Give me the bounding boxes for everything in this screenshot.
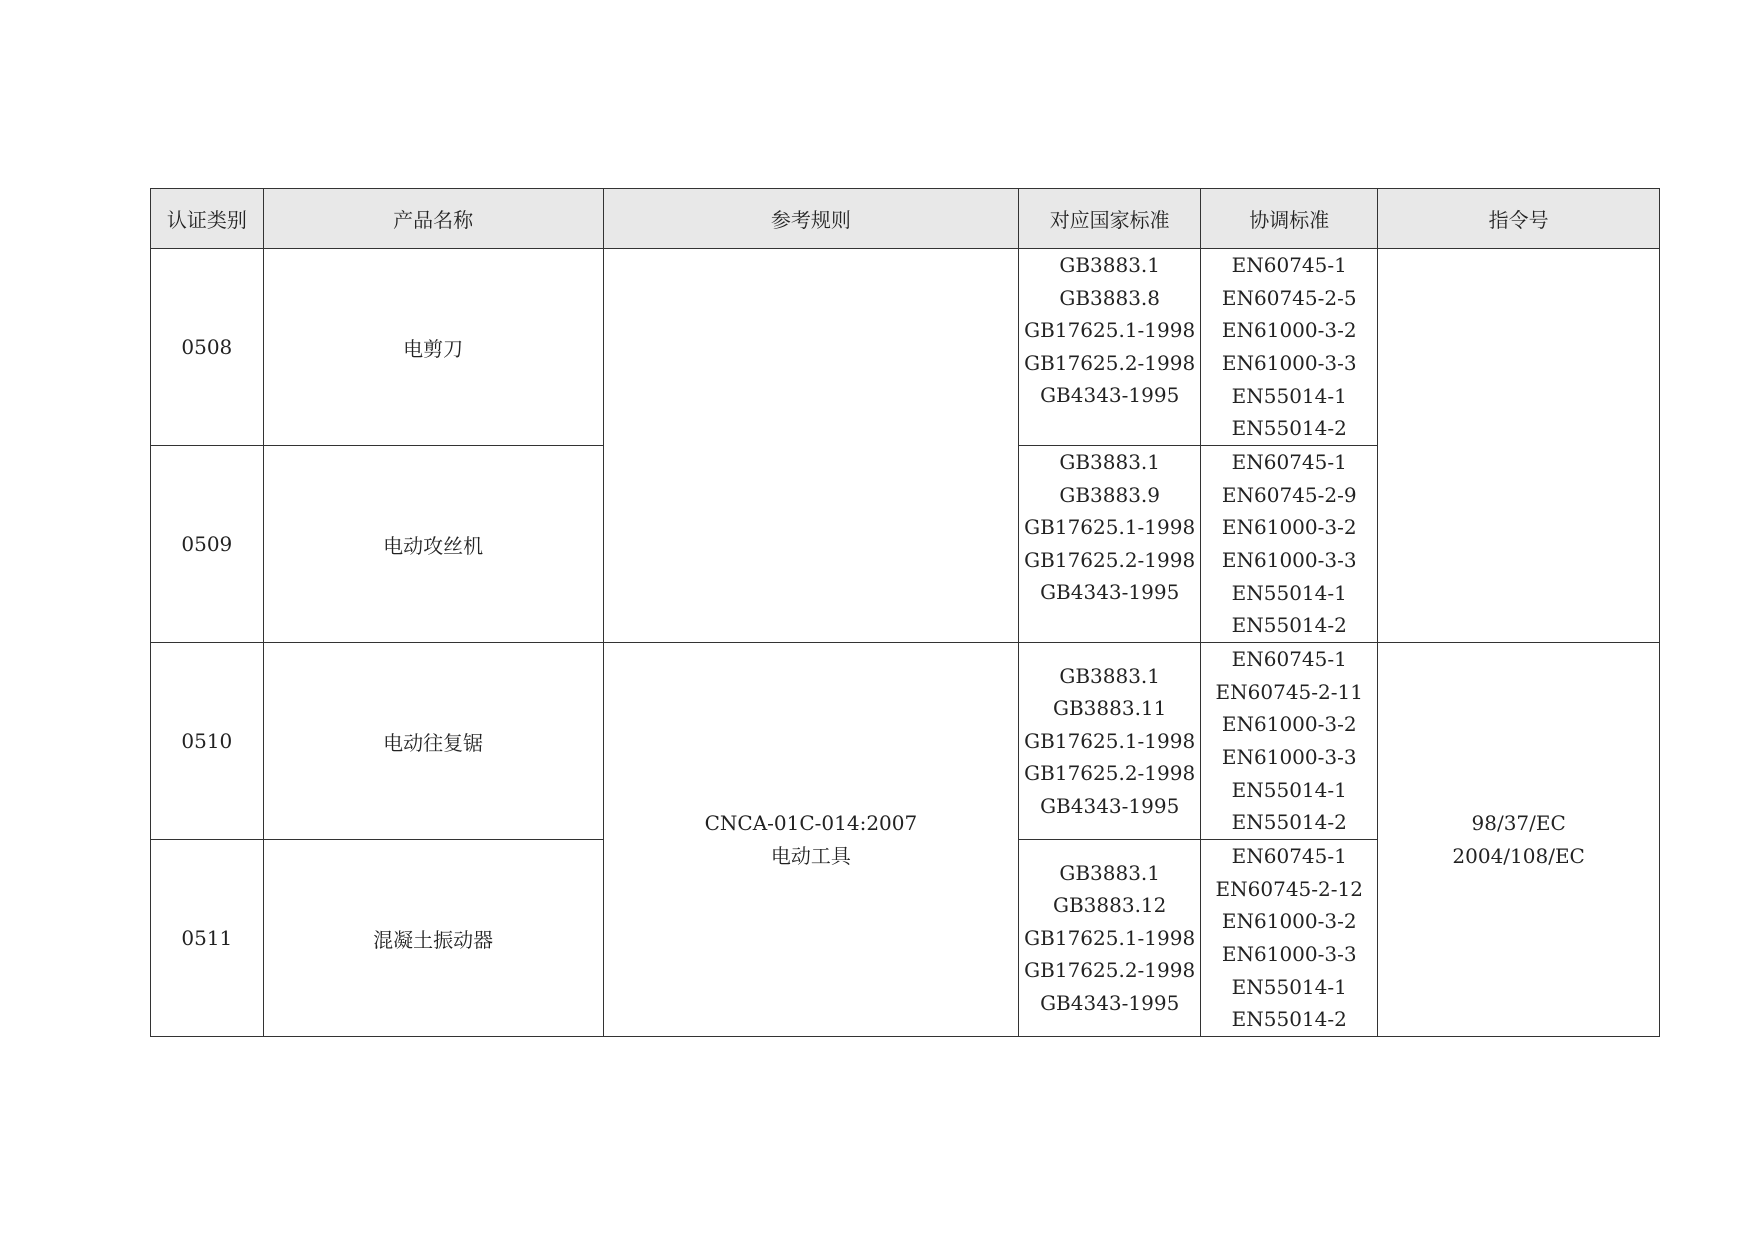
national-standard: GB4343-1995 bbox=[1040, 383, 1180, 408]
header-harmonized-standard: 协调标准 bbox=[1201, 189, 1378, 249]
harmonized-standard: EN61000-3-2 bbox=[1221, 515, 1357, 540]
national-standard: GB17625.1-1998 bbox=[1024, 515, 1196, 540]
header-national-standard: 对应国家标准 bbox=[1019, 189, 1201, 249]
cert-code: 0511 bbox=[151, 840, 264, 1037]
national-standard: GB3883.1 bbox=[1059, 253, 1161, 277]
harmonized-standard: EN55014-2 bbox=[1231, 810, 1347, 835]
national-standard: GB17625.2-1998 bbox=[1024, 958, 1196, 983]
harmonized-standard: EN55014-2 bbox=[1231, 1007, 1347, 1032]
header-cert-category: 认证类别 bbox=[151, 189, 264, 249]
product-name: 电剪刀 bbox=[263, 249, 603, 446]
harmonized-standard: EN61000-3-2 bbox=[1221, 712, 1357, 737]
table-row bbox=[151, 249, 1660, 446]
harmonized-standard: EN61000-3-3 bbox=[1221, 745, 1357, 769]
national-standards bbox=[1019, 840, 1201, 1037]
harmonized-standard: EN60745-1 bbox=[1231, 253, 1347, 278]
national-standard: GB17625.2-1998 bbox=[1024, 350, 1196, 375]
harmonized-standard: EN60745-1 bbox=[1231, 844, 1347, 869]
national-standard: GB3883.11 bbox=[1053, 696, 1167, 721]
directive-number: 2004/108/EC bbox=[1452, 843, 1585, 868]
national-standard: GB17625.1-1998 bbox=[1024, 728, 1196, 753]
national-standard: GB3883.8 bbox=[1059, 285, 1161, 310]
harmonized-standards bbox=[1201, 840, 1378, 1037]
product-name: 混凝土振动器 bbox=[263, 840, 603, 1037]
harmonized-standard: EN60745-1 bbox=[1231, 450, 1347, 475]
reference-rule-cell-empty bbox=[603, 249, 1018, 643]
harmonized-standard: EN55014-1 bbox=[1231, 777, 1347, 802]
reference-rule-code: CNCA-01C-014:2007 bbox=[704, 810, 918, 835]
harmonized-standards bbox=[1201, 643, 1378, 840]
directive-number: 98/37/EC bbox=[1471, 810, 1566, 835]
header-product-name: 产品名称 bbox=[263, 189, 603, 249]
harmonized-standard: EN61000-3-3 bbox=[1221, 942, 1357, 966]
harmonized-standard: EN55014-1 bbox=[1231, 580, 1347, 605]
harmonized-standard: EN55014-1 bbox=[1231, 383, 1347, 408]
national-standard: GB3883.1 bbox=[1059, 663, 1161, 688]
national-standard: GB4343-1995 bbox=[1040, 580, 1180, 605]
harmonized-standard: EN60745-2-12 bbox=[1215, 876, 1363, 901]
header-directive: 指令号 bbox=[1378, 189, 1660, 249]
harmonized-standard: EN60745-1 bbox=[1231, 647, 1347, 672]
directive-cell-empty bbox=[1378, 249, 1660, 643]
national-standards bbox=[1019, 249, 1201, 446]
national-standards bbox=[1019, 643, 1201, 840]
national-standard: GB4343-1995 bbox=[1040, 793, 1180, 818]
harmonized-standard: EN61000-3-3 bbox=[1221, 548, 1357, 572]
product-name: 电动往复锯 bbox=[263, 643, 603, 840]
cert-code: 0509 bbox=[151, 446, 264, 643]
reference-rule bbox=[603, 643, 1018, 1037]
harmonized-standard: EN61000-3-3 bbox=[1221, 351, 1357, 375]
harmonized-standard: EN61000-3-2 bbox=[1221, 318, 1357, 343]
product-name: 电动攻丝机 bbox=[263, 446, 603, 643]
national-standard: GB17625.2-1998 bbox=[1024, 547, 1196, 572]
harmonized-standard: EN61000-3-2 bbox=[1221, 909, 1357, 934]
national-standard: GB3883.12 bbox=[1053, 893, 1167, 918]
harmonized-standards bbox=[1201, 249, 1378, 446]
national-standard: GB17625.2-1998 bbox=[1024, 761, 1196, 786]
reference-rule-title: 电动工具 bbox=[770, 843, 851, 868]
header-row bbox=[151, 189, 1660, 249]
cert-code: 0508 bbox=[151, 249, 264, 446]
national-standards bbox=[1019, 446, 1201, 643]
harmonized-standard: EN60745-2-11 bbox=[1215, 679, 1363, 704]
directive-numbers bbox=[1378, 643, 1660, 1037]
national-standard: GB4343-1995 bbox=[1040, 990, 1180, 1015]
harmonized-standard: EN55014-2 bbox=[1231, 613, 1347, 638]
harmonized-standard: EN60745-2-9 bbox=[1221, 482, 1357, 507]
table-row bbox=[151, 643, 1660, 840]
cert-code: 0510 bbox=[151, 643, 264, 840]
national-standard: GB3883.1 bbox=[1059, 450, 1161, 474]
harmonized-standard: EN60745-2-5 bbox=[1221, 285, 1357, 310]
harmonized-standard: EN55014-1 bbox=[1231, 974, 1347, 999]
certification-table bbox=[150, 188, 1660, 1037]
harmonized-standards bbox=[1201, 446, 1378, 643]
national-standard: GB17625.1-1998 bbox=[1024, 925, 1196, 950]
national-standard: GB3883.1 bbox=[1059, 860, 1161, 885]
harmonized-standard: EN55014-2 bbox=[1231, 416, 1347, 441]
national-standard: GB17625.1-1998 bbox=[1024, 318, 1196, 343]
header-reference-rule: 参考规则 bbox=[603, 189, 1018, 249]
national-standard: GB3883.9 bbox=[1059, 482, 1161, 507]
